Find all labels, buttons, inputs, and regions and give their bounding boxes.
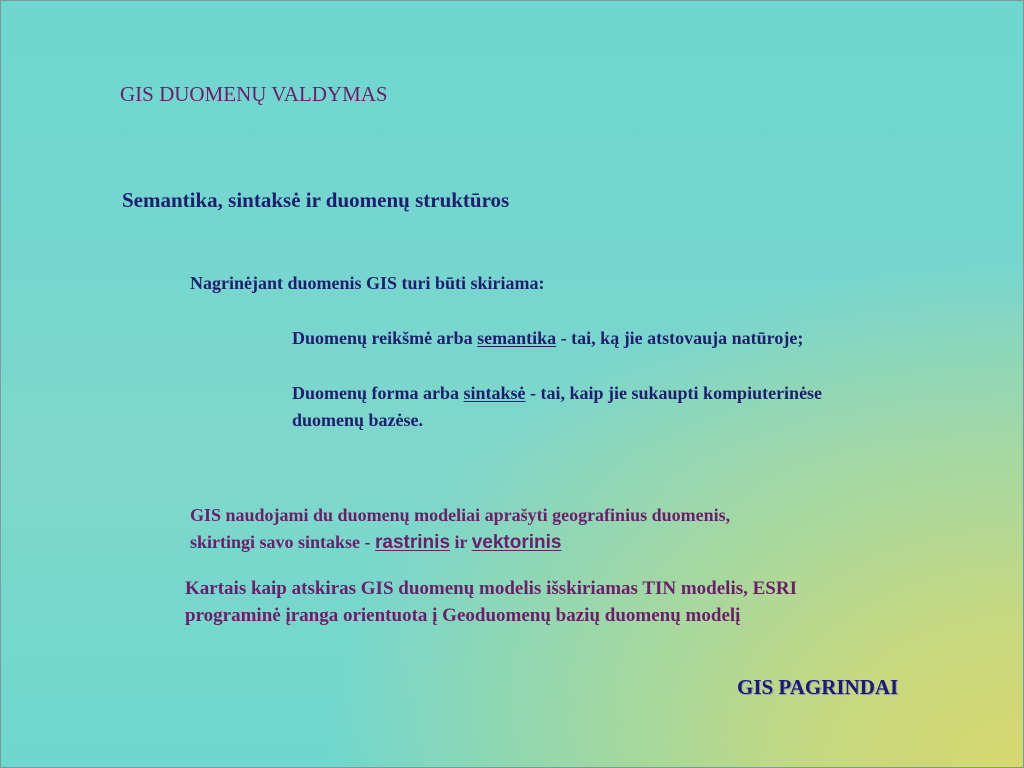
models-text-and: ir <box>450 532 472 552</box>
tin-line: Kartais kaip atskiras GIS duomenų modelis išskiriamas TIN modelis, ESRI <box>185 578 797 599</box>
models-line: GIS naudojami du duomenų modeliai aprašyti geografinius duomenis, <box>190 505 731 525</box>
intro-text: Nagrinėjant duomenis GIS turi būti skiriama: <box>190 273 545 293</box>
tin-line-continued: programinė įranga orientuota į Geoduomenų bazių duomenų modelį <box>185 605 741 626</box>
semantics-text-after: - tai, ką jie atstovauja natūroje; <box>556 328 804 348</box>
semantics-link[interactable]: semantika <box>477 328 557 348</box>
models-text-before: skirtingi savo sintakse - <box>190 532 376 552</box>
footer-title: GIS PAGRINDAI <box>737 675 899 699</box>
models-line-links <box>190 532 561 554</box>
syntax-link[interactable]: sintaksė <box>463 383 526 403</box>
slide-subtitle: Semantika, sintaksė ir duomenų struktūros <box>122 188 510 212</box>
raster-link[interactable]: rastrinis <box>375 532 451 553</box>
syntax-text-before: Duomenų forma arba <box>292 383 464 403</box>
semantics-line <box>292 328 803 349</box>
syntax-line <box>292 383 822 404</box>
syntax-text-after: - tai, kaip jie sukaupti kompiuterinėse <box>525 383 823 403</box>
vector-link[interactable]: vektorinis <box>471 532 562 553</box>
syntax-line-continued: duomenų bazėse. <box>292 410 424 430</box>
slide-title: GIS DUOMENŲ VALDYMAS <box>120 82 388 106</box>
semantics-text-before: Duomenų reikšmė arba <box>292 328 478 348</box>
